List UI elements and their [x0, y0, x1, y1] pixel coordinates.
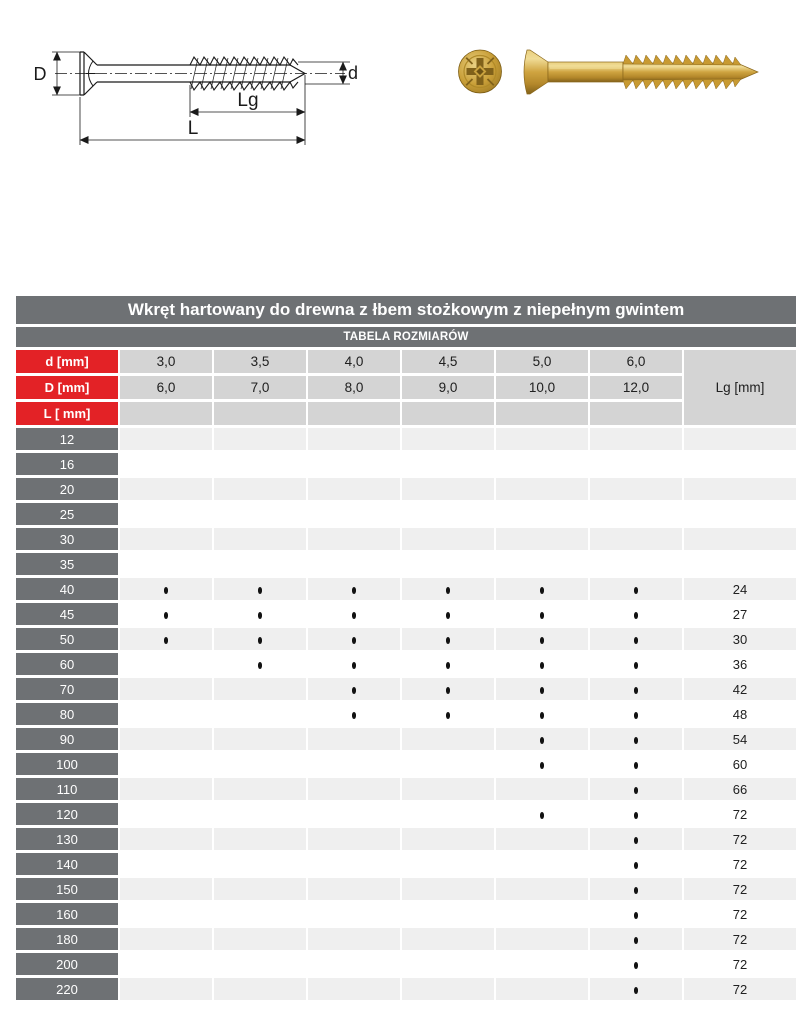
row-length-header: 70 — [16, 678, 118, 700]
availability-cell — [308, 503, 400, 525]
table-row — [16, 953, 796, 975]
availability-cell — [590, 928, 682, 950]
availability-cell — [308, 703, 400, 725]
table-row — [16, 978, 796, 1000]
lg-value-cell — [684, 528, 796, 550]
availability-dot — [634, 962, 639, 969]
availability-cell — [308, 553, 400, 575]
table-row — [16, 528, 796, 550]
availability-cell — [496, 478, 588, 500]
availability-cell — [402, 703, 494, 725]
availability-cell — [496, 603, 588, 625]
row-length-header: 180 — [16, 928, 118, 950]
row-length-header: 150 — [16, 878, 118, 900]
availability-cell — [120, 528, 212, 550]
table-row — [16, 728, 796, 750]
empty-header-cell — [120, 402, 212, 425]
side-head — [524, 50, 548, 94]
availability-cell — [402, 928, 494, 950]
availability-cell — [590, 553, 682, 575]
availability-cell — [496, 828, 588, 850]
availability-dot — [352, 612, 357, 619]
availability-cell — [308, 878, 400, 900]
availability-cell — [402, 628, 494, 650]
availability-cell — [308, 853, 400, 875]
availability-cell — [590, 603, 682, 625]
availability-cell — [120, 428, 212, 450]
availability-cell — [590, 853, 682, 875]
row-length-header: 20 — [16, 478, 118, 500]
availability-cell — [496, 553, 588, 575]
lg-value-cell: 72 — [684, 828, 796, 850]
screw-dimension-diagram — [10, 5, 360, 155]
availability-cell — [308, 753, 400, 775]
availability-cell — [120, 728, 212, 750]
availability-dot — [352, 712, 357, 719]
availability-cell — [590, 953, 682, 975]
availability-cell — [214, 428, 306, 450]
table-row — [16, 828, 796, 850]
availability-cell — [214, 678, 306, 700]
availability-cell — [214, 528, 306, 550]
availability-cell — [308, 978, 400, 1000]
availability-dot — [446, 662, 451, 669]
availability-cell — [214, 853, 306, 875]
availability-cell — [214, 778, 306, 800]
row-length-header: 80 — [16, 703, 118, 725]
availability-cell — [214, 703, 306, 725]
D-value-cell: 8,0 — [308, 376, 400, 399]
availability-dot — [540, 812, 545, 819]
row-length-header: 40 — [16, 578, 118, 600]
availability-cell — [496, 528, 588, 550]
table-row — [16, 603, 796, 625]
availability-cell — [214, 503, 306, 525]
availability-cell — [308, 953, 400, 975]
table-row — [16, 678, 796, 700]
availability-cell — [308, 603, 400, 625]
row-length-header: 25 — [16, 503, 118, 525]
availability-dot — [634, 837, 639, 844]
lg-value-cell: 24 — [684, 578, 796, 600]
availability-cell — [308, 528, 400, 550]
availability-cell — [496, 503, 588, 525]
lg-value-cell — [684, 553, 796, 575]
availability-cell — [120, 853, 212, 875]
availability-cell — [120, 653, 212, 675]
side-thread-core — [623, 63, 758, 81]
dimension-lines — [52, 52, 350, 145]
availability-cell — [308, 828, 400, 850]
availability-cell — [590, 678, 682, 700]
availability-cell — [308, 578, 400, 600]
availability-dot — [634, 712, 639, 719]
L-label-cell: L [ mm] — [16, 402, 118, 425]
availability-cell — [496, 778, 588, 800]
availability-cell — [496, 878, 588, 900]
availability-cell — [402, 878, 494, 900]
availability-cell — [590, 478, 682, 500]
lg-value-cell — [684, 453, 796, 475]
table-row — [16, 853, 796, 875]
empty-header-cell — [496, 402, 588, 425]
availability-dot — [540, 737, 545, 744]
D-value-cell: 7,0 — [214, 376, 306, 399]
lg-value-cell: 72 — [684, 903, 796, 925]
availability-dot — [164, 587, 169, 594]
lg-value-cell: 72 — [684, 928, 796, 950]
availability-dot — [540, 587, 545, 594]
availability-dot — [446, 687, 451, 694]
availability-cell — [402, 853, 494, 875]
size-table — [14, 293, 798, 1003]
d-value-cell: 3,5 — [214, 350, 306, 373]
availability-cell — [496, 428, 588, 450]
side-thread-teeth-bottom — [623, 79, 741, 89]
availability-dot — [164, 612, 169, 619]
availability-cell — [402, 728, 494, 750]
header-row-d — [16, 350, 796, 373]
availability-cell — [402, 603, 494, 625]
availability-cell — [308, 653, 400, 675]
availability-cell — [496, 978, 588, 1000]
lg-value-cell: 66 — [684, 778, 796, 800]
row-length-header: 220 — [16, 978, 118, 1000]
table-row — [16, 753, 796, 775]
empty-header-cell — [590, 402, 682, 425]
availability-cell — [308, 903, 400, 925]
lg-value-cell: 54 — [684, 728, 796, 750]
table-row — [16, 878, 796, 900]
table-title-row — [16, 296, 796, 324]
lg-value-cell — [684, 428, 796, 450]
availability-cell — [590, 703, 682, 725]
availability-cell — [120, 703, 212, 725]
availability-dot — [258, 587, 263, 594]
d-value-cell: 4,5 — [402, 350, 494, 373]
row-length-header: 35 — [16, 553, 118, 575]
availability-dot — [540, 612, 545, 619]
lg-value-cell: 48 — [684, 703, 796, 725]
availability-cell — [496, 853, 588, 875]
table-row — [16, 453, 796, 475]
availability-cell — [402, 553, 494, 575]
screw-outline — [55, 52, 345, 95]
lg-value-cell: 72 — [684, 978, 796, 1000]
availability-cell — [496, 628, 588, 650]
availability-cell — [308, 803, 400, 825]
D-value-cell: 10,0 — [496, 376, 588, 399]
availability-cell — [496, 453, 588, 475]
availability-dot — [540, 762, 545, 769]
availability-cell — [402, 428, 494, 450]
availability-dot — [446, 612, 451, 619]
availability-dot — [634, 762, 639, 769]
D-label-cell: D [mm] — [16, 376, 118, 399]
d-value-cell: 3,0 — [120, 350, 212, 373]
availability-cell — [590, 778, 682, 800]
availability-cell — [308, 728, 400, 750]
lg-label-cell: Lg [mm] — [684, 350, 796, 425]
availability-cell — [120, 503, 212, 525]
availability-dot — [258, 662, 263, 669]
availability-cell — [120, 628, 212, 650]
empty-header-cell — [214, 402, 306, 425]
dimension-label-L: L — [187, 118, 199, 139]
availability-cell — [214, 553, 306, 575]
availability-cell — [120, 753, 212, 775]
table-row — [16, 478, 796, 500]
availability-cell — [496, 803, 588, 825]
lg-value-cell: 42 — [684, 678, 796, 700]
availability-dot — [446, 587, 451, 594]
availability-cell — [590, 653, 682, 675]
lg-value-cell: 27 — [684, 603, 796, 625]
availability-cell — [120, 953, 212, 975]
availability-cell — [402, 578, 494, 600]
availability-cell — [120, 903, 212, 925]
table-row — [16, 703, 796, 725]
size-table-body — [16, 428, 796, 1000]
table-row — [16, 578, 796, 600]
table-row — [16, 553, 796, 575]
availability-cell — [214, 578, 306, 600]
row-length-header: 90 — [16, 728, 118, 750]
availability-cell — [214, 453, 306, 475]
empty-header-cell — [308, 402, 400, 425]
availability-cell — [402, 503, 494, 525]
side-thread-teeth-top — [623, 55, 741, 65]
availability-cell — [120, 578, 212, 600]
availability-dot — [634, 737, 639, 744]
row-length-header: 200 — [16, 953, 118, 975]
availability-cell — [402, 978, 494, 1000]
row-length-header: 60 — [16, 653, 118, 675]
availability-cell — [496, 903, 588, 925]
availability-dot — [634, 687, 639, 694]
row-length-header: 110 — [16, 778, 118, 800]
availability-cell — [214, 928, 306, 950]
table-row — [16, 928, 796, 950]
availability-cell — [590, 878, 682, 900]
lg-value-cell — [684, 503, 796, 525]
d-label-cell: d [mm] — [16, 350, 118, 373]
availability-dot — [634, 787, 639, 794]
availability-cell — [120, 603, 212, 625]
dimension-label-Lg: Lg — [237, 90, 259, 111]
availability-dot — [352, 637, 357, 644]
availability-cell — [120, 453, 212, 475]
dimension-label-D: D — [33, 64, 47, 84]
lg-value-cell: 72 — [684, 953, 796, 975]
empty-header-cell — [402, 402, 494, 425]
availability-dot — [352, 687, 357, 694]
table-row — [16, 903, 796, 925]
row-length-header: 140 — [16, 853, 118, 875]
lg-value-cell — [684, 478, 796, 500]
table-row — [16, 653, 796, 675]
D-value-cell: 9,0 — [402, 376, 494, 399]
availability-cell — [496, 703, 588, 725]
availability-dot — [540, 637, 545, 644]
availability-cell — [496, 928, 588, 950]
availability-cell — [120, 778, 212, 800]
availability-cell — [214, 653, 306, 675]
availability-cell — [402, 653, 494, 675]
row-length-header: 16 — [16, 453, 118, 475]
table-row — [16, 628, 796, 650]
availability-dot — [634, 612, 639, 619]
availability-dot — [540, 662, 545, 669]
availability-cell — [214, 803, 306, 825]
availability-cell — [496, 728, 588, 750]
availability-cell — [214, 903, 306, 925]
availability-cell — [120, 478, 212, 500]
availability-cell — [590, 428, 682, 450]
header-row-D — [16, 376, 796, 399]
availability-dot — [634, 912, 639, 919]
row-length-header: 100 — [16, 753, 118, 775]
availability-dot — [634, 987, 639, 994]
availability-cell — [214, 878, 306, 900]
availability-cell — [214, 603, 306, 625]
availability-cell — [120, 928, 212, 950]
availability-cell — [214, 728, 306, 750]
availability-cell — [308, 928, 400, 950]
availability-cell — [308, 453, 400, 475]
availability-cell — [402, 453, 494, 475]
header-row-L — [16, 402, 796, 425]
screw-head-top-view — [459, 50, 502, 93]
screw-side-view — [524, 50, 758, 94]
screw-product-photo — [430, 20, 780, 130]
availability-cell — [120, 678, 212, 700]
lg-value-cell: 30 — [684, 628, 796, 650]
availability-cell — [590, 828, 682, 850]
table-row — [16, 503, 796, 525]
availability-dot — [258, 637, 263, 644]
availability-dot — [446, 712, 451, 719]
availability-dot — [540, 712, 545, 719]
row-length-header: 160 — [16, 903, 118, 925]
table-title: Wkręt hartowany do drewna z łbem stożkowym z niepełnym gwintem — [16, 296, 796, 324]
row-length-header: 50 — [16, 628, 118, 650]
lg-value-cell: 36 — [684, 653, 796, 675]
availability-cell — [308, 778, 400, 800]
availability-cell — [590, 578, 682, 600]
shank-highlight — [550, 65, 622, 69]
lg-value-cell: 60 — [684, 753, 796, 775]
availability-cell — [402, 528, 494, 550]
availability-dot — [446, 637, 451, 644]
availability-cell — [308, 628, 400, 650]
availability-dot — [634, 662, 639, 669]
availability-cell — [402, 778, 494, 800]
lg-value-cell: 72 — [684, 803, 796, 825]
availability-dot — [258, 612, 263, 619]
availability-cell — [308, 428, 400, 450]
availability-cell — [402, 828, 494, 850]
table-subtitle: TABELA ROZMIARÓW — [16, 327, 796, 347]
availability-cell — [402, 953, 494, 975]
availability-dot — [352, 587, 357, 594]
D-value-cell: 12,0 — [590, 376, 682, 399]
availability-dot — [634, 812, 639, 819]
availability-cell — [214, 753, 306, 775]
availability-dot — [540, 687, 545, 694]
availability-cell — [402, 903, 494, 925]
availability-cell — [590, 803, 682, 825]
availability-dot — [634, 637, 639, 644]
availability-cell — [120, 553, 212, 575]
availability-cell — [120, 878, 212, 900]
availability-dot — [352, 662, 357, 669]
availability-cell — [214, 478, 306, 500]
availability-cell — [496, 653, 588, 675]
row-length-header: 45 — [16, 603, 118, 625]
table-row — [16, 428, 796, 450]
availability-cell — [402, 803, 494, 825]
row-length-header: 30 — [16, 528, 118, 550]
availability-cell — [214, 628, 306, 650]
availability-cell — [590, 728, 682, 750]
availability-cell — [590, 453, 682, 475]
availability-cell — [496, 953, 588, 975]
availability-cell — [590, 903, 682, 925]
availability-cell — [496, 678, 588, 700]
availability-cell — [590, 753, 682, 775]
availability-cell — [496, 753, 588, 775]
availability-dot — [634, 862, 639, 869]
availability-dot — [634, 887, 639, 894]
availability-cell — [590, 628, 682, 650]
availability-cell — [496, 578, 588, 600]
availability-cell — [590, 528, 682, 550]
dimension-label-d: d — [348, 63, 359, 83]
availability-cell — [214, 828, 306, 850]
lg-value-cell: 72 — [684, 878, 796, 900]
availability-cell — [214, 953, 306, 975]
row-length-header: 12 — [16, 428, 118, 450]
table-row — [16, 778, 796, 800]
availability-dot — [634, 937, 639, 944]
availability-dot — [164, 637, 169, 644]
availability-cell — [590, 978, 682, 1000]
d-value-cell: 5,0 — [496, 350, 588, 373]
availability-cell — [120, 803, 212, 825]
availability-cell — [402, 753, 494, 775]
availability-cell — [308, 478, 400, 500]
availability-cell — [590, 503, 682, 525]
D-value-cell: 6,0 — [120, 376, 212, 399]
table-subtitle-row — [16, 327, 796, 347]
availability-cell — [120, 828, 212, 850]
screw-thread-top — [190, 57, 298, 65]
d-value-cell: 6,0 — [590, 350, 682, 373]
availability-cell — [214, 978, 306, 1000]
d-value-cell: 4,0 — [308, 350, 400, 373]
table-row — [16, 803, 796, 825]
availability-cell — [402, 678, 494, 700]
availability-cell — [402, 478, 494, 500]
availability-cell — [120, 978, 212, 1000]
availability-dot — [634, 587, 639, 594]
lg-value-cell: 72 — [684, 853, 796, 875]
availability-cell — [308, 678, 400, 700]
row-length-header: 120 — [16, 803, 118, 825]
row-length-header: 130 — [16, 828, 118, 850]
